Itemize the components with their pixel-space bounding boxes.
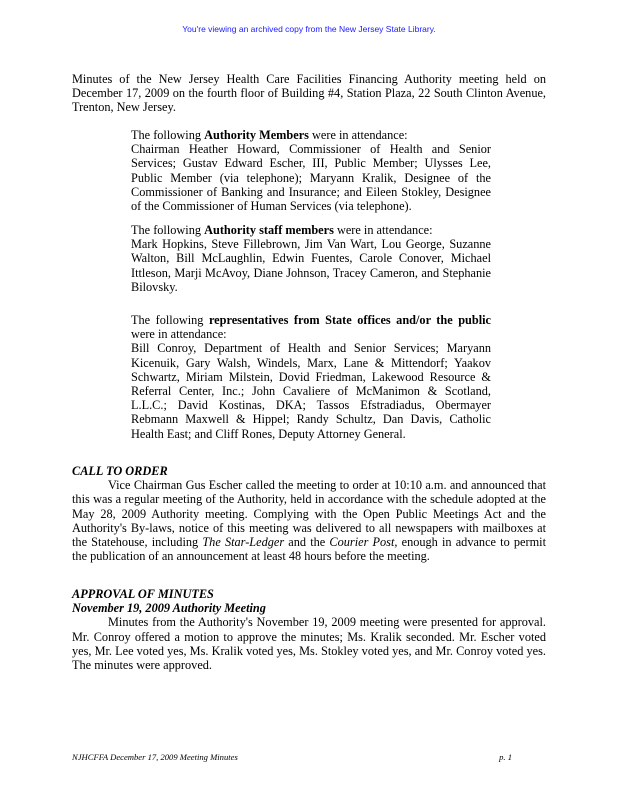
public-list: Bill Conroy, Department of Health and Senior Services; Maryann Kicenuik, Gary Walsh, Windels, Marx, Lane & Mittendorf; Yaakov Schwartz, Miriam Milstein, Dovid Friedman, Lakewood Resource & Referral Center, Inc.; John Cavaliere of McManimon & Scotland, L.L.C.; David Kostinas, DKA; Tassos Efstradiadus, Obermayer Rebmann Maxwell & Hippel; Randy Schultz, Dan Davis, Catholic Health East; and Cliff Rones, Deputy Attorney General. [131,341,491,441]
staff-bold: Authority staff members [204,223,334,237]
footer-title: NJHCFFA December 17, 2009 Meeting Minutes [72,752,238,762]
members-bold: Authority Members [204,128,309,142]
staff-list: Mark Hopkins, Steve Fillebrown, Jim Van Wart, Lou George, Suzanne Walton, Bill McLaughlin, Edwin Fuentes, Carole Conover, Michael Ittleson, Marji McAvoy, Diane Johnson, Tracey Cameron, and Stephanie Bilovsky. [131,237,491,294]
approval-text: Minutes from the Authority's November 19, 2009 meeting were presented for approval. Mr. Conroy offered a motion to approve the minutes; Ms. Kralik seconded. Mr. Escher voted yes, Mr. Lee voted yes, Ms. Kralik voted yes, Ms. Stokley voted yes, and Mr. Conroy voted yes. The minutes were approved. [72,615,546,673]
page-footer [72,752,512,762]
call-to-order-section [72,464,546,563]
call-to-order-heading: CALL TO ORDER [72,464,168,478]
public-bold: representatives from State offices and/or the public [208,313,491,327]
staff-heading: The following Authority staff members were in attendance: [131,223,433,237]
public-block [131,313,491,441]
members-heading: The following Authority Members were in attendance: [131,128,408,142]
page-number: p. 1 [499,752,512,762]
approval-heading: APPROVAL OF MINUTES [72,587,214,601]
approval-section [72,587,546,672]
archive-banner: You're viewing an archived copy from the New Jersey State Library. [182,24,436,34]
courier-post-title: Courier Post, [329,535,398,550]
staff-block [131,223,491,294]
intro-paragraph: Minutes of the New Jersey Health Care Facilities Financing Authority meeting held on December 17, 2009 on the fourth floor of Building #4, Station Plaza, 22 South Clinton Avenue, Trenton, New Jersey. [72,72,546,115]
public-heading: The following representatives from State offices and/or the public were in attendance: [131,313,491,342]
members-block [131,128,491,213]
star-ledger-title: The Star-Ledger [202,535,285,550]
members-list: Chairman Heather Howard, Commissioner of Health and Senior Services; Gustav Edward Escher, III, Public Member; Ulysses Lee, Public Member (via telephone); Maryann Kralik, Designee of the Commissioner of Banking and Insurance; and Eileen Stokley, Designee of the Commissioner of Human Services (via telephone). [131,142,491,214]
call-to-order-text: Vice Chairman Gus Escher called the meeting to order at 10:10 a.m. and announced that this was a regular meeting of the Authority, held in accordance with the schedule adopted at the May 28, 2009 Authority meeting. Complying with the Open Public Meetings Act and the Authority's By-laws, notice of this meeting was delivered to all newspapers with mailboxes at the Statehouse, including The Star-Ledger and the Courier Post, enough in advance to permit the publication of an announcement at least 48 hours before the meeting. [72,478,546,564]
approval-subheading: November 19, 2009 Authority Meeting [72,601,266,616]
